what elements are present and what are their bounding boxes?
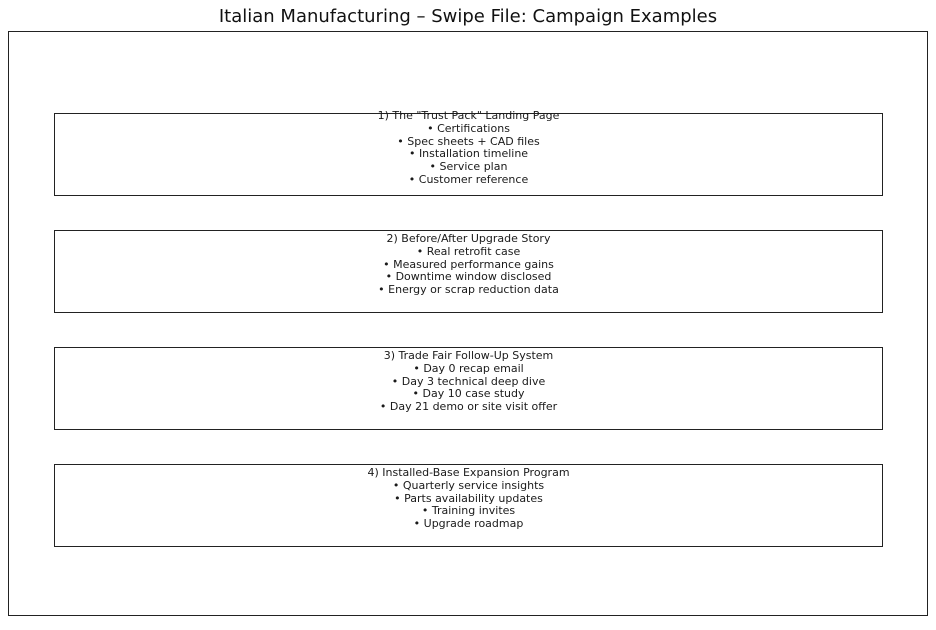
- card-heading: 4) Installed-Base Expansion Program: [367, 466, 570, 479]
- card-bullet-item: • Energy or scrap reduction data: [378, 283, 559, 297]
- card-bullet-item: • Downtime window disclosed: [385, 270, 552, 284]
- card-bullet-item: • Day 3 technical deep dive: [391, 374, 546, 388]
- card-bullet-item: • Upgrade roadmap: [413, 517, 524, 531]
- card-bullet-item: • Certifications: [427, 121, 510, 135]
- card-bullet-item: • Day 10 case study: [412, 387, 525, 401]
- campaign-card-trade-fair: [54, 347, 883, 430]
- card-bullet-item: • Day 0 recap email: [413, 361, 524, 375]
- card-heading: 1) The "Trust Pack" Landing Page: [377, 109, 560, 122]
- card-bullet-item: • Measured performance gains: [383, 257, 554, 271]
- card-bullet-item: • Real retrofit case: [416, 244, 521, 258]
- card-bullet-item: • Day 21 demo or site visit offer: [379, 400, 558, 414]
- page-title: Italian Manufacturing – Swipe File: Campaign Examples: [218, 6, 718, 27]
- card-bullet-item: • Service plan: [429, 160, 508, 174]
- campaign-card-before-after: [54, 230, 883, 313]
- card-bullet-item: • Training invites: [421, 504, 516, 518]
- card-bullet-item: • Customer reference: [408, 172, 529, 186]
- card-heading: 3) Trade Fair Follow-Up System: [383, 349, 554, 362]
- card-bullet-item: • Quarterly service insights: [392, 478, 545, 492]
- campaign-card-installed-base: [54, 464, 883, 547]
- card-bullet-item: • Installation timeline: [408, 147, 529, 161]
- campaign-card-trust-pack: [54, 109, 883, 196]
- card-bullet-item: • Spec sheets + CAD files: [397, 134, 540, 148]
- card-bullet-item: • Parts availability updates: [394, 491, 543, 505]
- card-heading: 2) Before/After Upgrade Story: [386, 232, 551, 245]
